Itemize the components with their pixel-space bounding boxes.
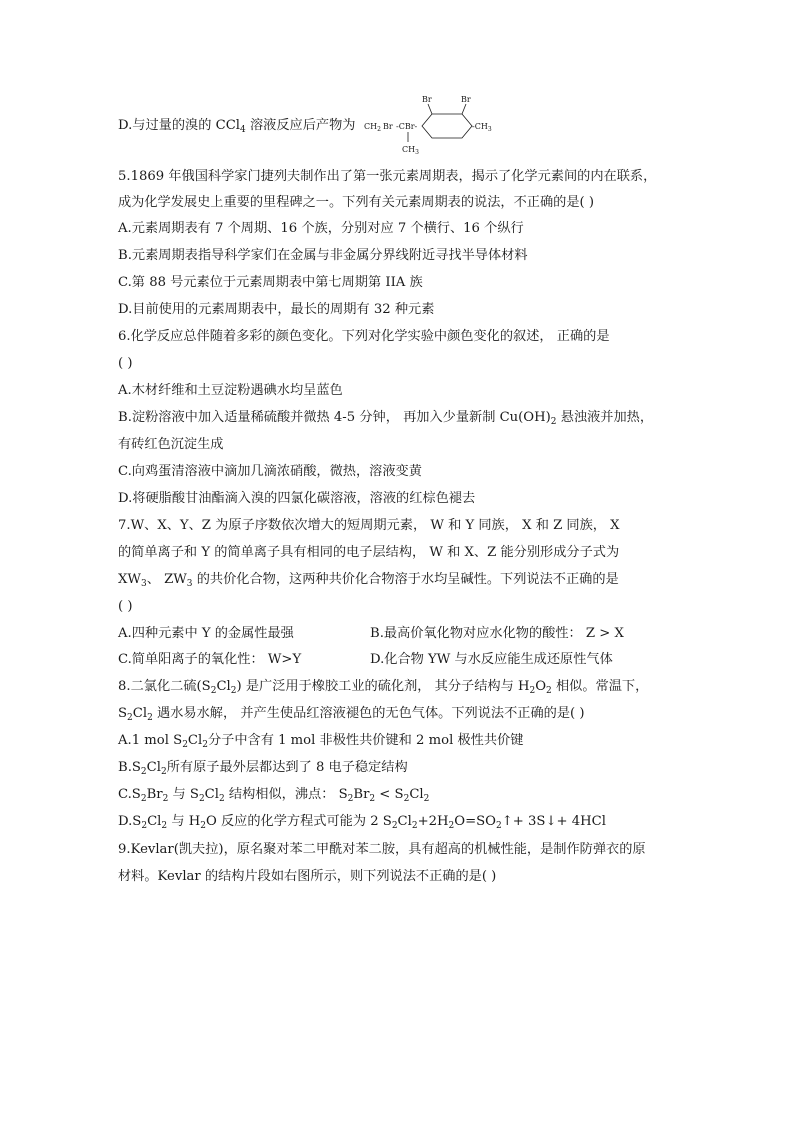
q5-option-a: A.元素周期表有 7 个周期、16 个族，分别对应 7 个横行、16 个纵行 xyxy=(118,221,524,236)
q7-option-d: D.化合物 YW 与水反应能生成还原性气体 xyxy=(370,652,613,667)
q5-stem-1: 5.1869 年俄国科学家门捷列夫制作出了第一张元素周期表，揭示了化学元素间的内在联系， xyxy=(118,169,657,184)
bond-line xyxy=(462,104,466,114)
q9-stem-1: 9.Kevlar(凯夫拉)，原名聚对苯二甲酰对苯二胺，具有超高的机械性能，是制作防弹衣的原 xyxy=(118,842,646,857)
q4-option-d xyxy=(118,117,355,135)
q7-option-b: B.最高价氧化物对应水化物的酸性： Z > X xyxy=(370,626,624,641)
q5-option-c: C.第 88 号元素位于元素周期表中第七周期第 IIA 族 xyxy=(118,275,423,290)
q4-d-text: D.与过量的溴的 CCl xyxy=(118,118,241,133)
q5-option-b: B.元素周期表指导科学家们在金属与非金属分界线附近寻找半导体材料 xyxy=(118,248,528,263)
q8-option-b: $B.S_2Cl_2$所有原子最外层都达到了 8 电子稳定结构 xyxy=(118,760,408,777)
q4-d-text-suffix: 溶液反应后产物为 xyxy=(245,118,356,133)
br-label-left: Br xyxy=(422,95,432,104)
q8-option-a: A.1 mol $S_2Cl_2$分子中含有 1 mol 非极性共价键和 2 mol 极性共价键 xyxy=(118,733,524,750)
br-label-right: Br xyxy=(461,95,471,104)
q9-stem-2: 材料。Kevlar 的结构片段如右图所示，则下列说法不正确的是( ) xyxy=(118,869,497,884)
structure-formula-image xyxy=(362,88,502,158)
q6-option-c: C.向鸡蛋清溶液中滴加几滴浓硝酸，微热，溶液变黄 xyxy=(118,464,422,479)
ch3-bottom-label: $CH_3$ xyxy=(402,145,419,156)
q7-option-c: C.简单阳离子的氧化性： W>Y xyxy=(118,652,302,667)
q7-stem-2: 的简单离子和 Y 的简单离子具有相同的电子层结构， W 和 X、Z 能分别形成分子式为 xyxy=(118,545,620,560)
q6-stem-1: 6.化学反应总伴随着多彩的颜色变化。下列对化学实验中颜色变化的叙述， 正确的是 xyxy=(118,329,610,344)
q7-stem-3: $XW_3$、 $ZW_3$ 的共价化合物，这两种共价化合物溶于水均呈碱性。下列说法不正确的是 xyxy=(118,572,619,589)
q8-stem-1: 8.二氯化二硫$(S_2Cl_2)$ 是广泛用于橡胶工业的硫化剂， 其分子结构与 $H_2O_2$ 相似。常温下， xyxy=(118,679,649,696)
ch3-right-label: $-CH_3$ xyxy=(472,122,492,133)
cyclohexane-ring xyxy=(422,114,472,138)
q8-stem-2: $S_2Cl_2$ 遇水易水解， 并产生使品红溶液褪色的无色气体。下列说法不正确的是( ) xyxy=(118,706,585,723)
q6-option-a: A.木材纤维和土豆淀粉遇碘水均呈蓝色 xyxy=(118,383,343,398)
q8-option-d: $D.S_2Cl_2$ 与 $H_2O$ 反应的化学方程式可能为 2 $S_2Cl_2+2H_2O=SO_2↑+$ 3S↓+ 4HCl xyxy=(118,814,606,831)
q6-option-b: B.淀粉溶液中加入适量稀硫酸并微热 4-5 分钟， 再加入少量新制 $Cu(OH)_2$ 悬浊液并加热， xyxy=(118,410,654,427)
q6-option-b-cont: 有砖红色沉淀生成 xyxy=(118,437,224,452)
subscript: 4 xyxy=(240,125,246,135)
q7-stem-4: ( ) xyxy=(118,599,133,614)
q6-option-d: D.将硬脂酸甘油酯滴入溴的四氯化碳溶液，溶液的红棕色褪去 xyxy=(118,491,476,506)
bond-line xyxy=(428,104,432,114)
ch2br-label: $CH_2$ Br xyxy=(364,122,393,133)
cbr-label: -CBr- xyxy=(396,122,418,131)
q7-option-a: A.四种元素中 Y 的金属性最强 xyxy=(118,626,294,641)
q6-stem-2: ( ) xyxy=(118,356,133,371)
q8-option-c: $C.S_2Br_2$ 与 $S_2Cl_2$ 结构相似，沸点： $S_2Br_2 < S_2Cl_2$ xyxy=(118,787,430,804)
q5-option-d: D.目前使用的元素周期表中，最长的周期有 32 种元素 xyxy=(118,302,435,317)
q7-stem-1: 7.W、X、Y、Z 为原子序数依次增大的短周期元素， W 和 Y 同族， X 和 Z 同族， X xyxy=(118,518,620,533)
q5-stem-2: 成为化学发展史上重要的里程碑之一。下列有关元素周期表的说法，不正确的是( ) xyxy=(118,195,595,210)
